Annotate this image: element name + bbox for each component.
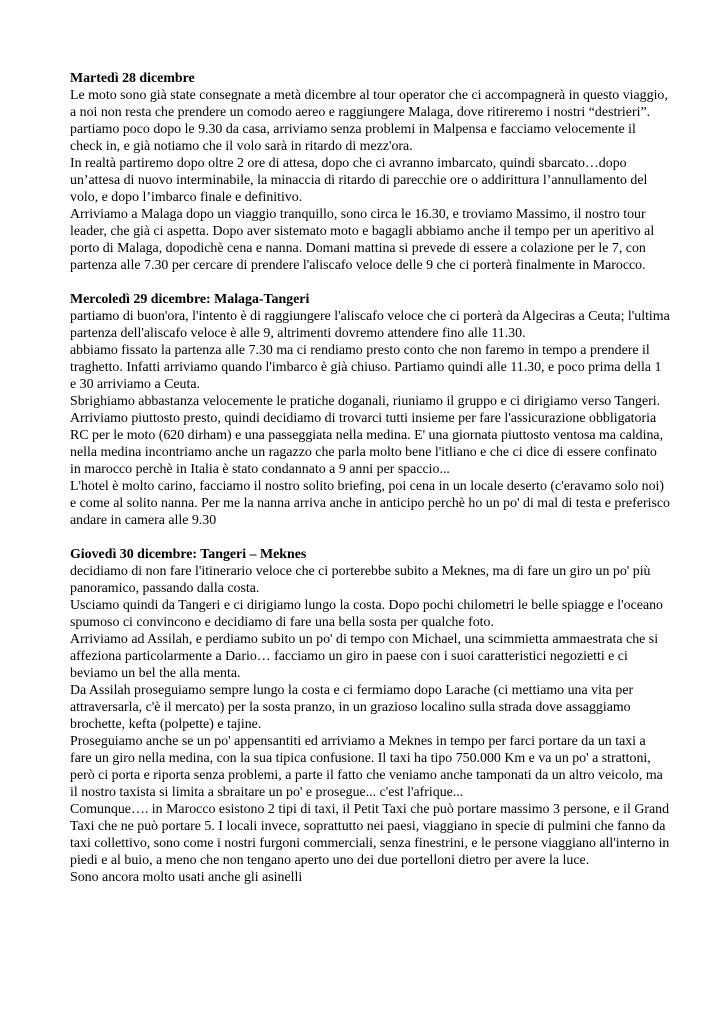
paragraph: Proseguiamo anche se un po' appensantiti ed arriviamo a Meknes in tempo per farci portare da un taxi a fare un giro nella medina, con la sua tipica confusione. Il taxi ha tipo 750.000 Km e va un po' a strattoni, però ci porta e riporta senza problemi, a parte il fatto che veniamo anche tamponati da un altro veicolo, ma il nostro taxista si limita a sbraitare un po' e prosegue... c'est l'afrique... xyxy=(70,734,663,800)
paragraph: Da Assilah proseguiamo sempre lungo la costa e ci fermiamo dopo Larache (ci mettiamo una vita per attraversarla, c'è il mercato) per la sosta pranzo, in un grazioso localino sulla strada dove assaggiamo brochette, kefta (polpette) e tajine. xyxy=(70,683,634,732)
paragraph: partiamo di buon'ora, l'intento è di raggiungere l'aliscafo veloce che ci porterà da Algeciras a Ceuta; l'ultima partenza dell'aliscafo veloce è alle 9, altrimenti dovremo attendere fino alle 11.30. xyxy=(70,309,670,341)
paragraph: abbiamo fissato la partenza alle 7.30 ma ci rendiamo presto conto che non faremo in tempo a prendere il traghetto. Infatti arriviamo quando l'imbarco è già chiuso. Partiamo quindi alle 11.30, e poco prima della 1 e 30 arriviamo a Ceuta. xyxy=(70,343,662,392)
paragraph: Comunque…. in Marocco esistono 2 tipi di taxi, il Petit Taxi che può portare massimo 3 persone, e il Grand Taxi che ne può portare 5. I locali invece, soprattutto nei paesi, viaggiano in specie di pulmini che fanno da taxi collettivo, sono come i nostri furgoni commerciali, senza finestrini, e le persone viaggiano all'interno in piedi e al buio, a meno che non tengano aperto uno dei due portelloni dietro per avere la luce. xyxy=(70,802,670,868)
section-day-2 xyxy=(70,291,670,529)
paragraph: Arriviamo piuttosto presto, quindi decidiamo di trovarci tutti insieme per fare l'assicurazione obbligatoria RC per le moto (620 dirham) e una passeggiata nella medina. E' una giornata piuttosto ventosa ma caldina, nella medina incontriamo anche un ragazzo che parla molto bene l'itliano e che ci dice di essere confinato in marocco perchè in Italia è stato condannato a 9 anni per spaccio... xyxy=(70,411,664,477)
paragraph: L'hotel è molto carino, facciamo il nostro solito briefing, poi cena in un locale deserto (c'eravamo solo noi) e come al solito nanna. Per me la nanna arriva anche in anticipo perchè ho un po' di mal di testa e preferisco andare in camera alle 9.30 xyxy=(70,479,670,528)
paragraph: Sbrighiamo abbastanza velocemente le pratiche doganali, riuniamo il gruppo e ci dirigiamo verso Tangeri. xyxy=(70,394,661,409)
paragraph: decidiamo di non fare l'itinerario veloce che ci porterebbe subito a Meknes, ma di fare un giro un po' più panoramico, passando dalla costa. xyxy=(70,564,651,596)
section-day-3 xyxy=(70,546,670,886)
paragraph: Arriviamo a Malaga dopo un viaggio tranquillo, sono circa le 16.30, e troviamo Massimo, il nostro tour leader, che già ci aspetta. Dopo aver sistemato moto e bagagli abbiamo anche il tempo per un aperitivo al porto di Malaga, dopodichè cena e nanna. Domani mattina si prevede di essere a colazione per le 7, con partenza alle 7.30 per cercare di prendere l'aliscafo veloce delle 9 che ci porterà finalmente in Marocco. xyxy=(70,207,655,273)
paragraph: Arriviamo ad Assilah, e perdiamo subito un po' di tempo con Michael, una scimmietta ammaestrata che si affeziona particolarmente a Dario… facciamo un giro in paese con i suoi caratteristici negozietti e ci beviamo un bel the alla menta. xyxy=(70,632,659,681)
paragraph: Le moto sono già state consegnate a metà dicembre al tour operator che ci accompagnerà in questo viaggio, a noi non resta che prendere un comodo aereo e raggiungere Malaga, dove ritireremo i nostri “destrieri”. xyxy=(70,88,668,120)
document-body xyxy=(70,70,670,903)
paragraph: partiamo poco dopo le 9.30 da casa, arriviamo senza problemi in Malpensa e facciamo velocemente il check in, e già notiamo che il volo sarà in ritardo di mezz'ora. xyxy=(70,122,636,154)
paragraph: Sono ancora molto usati anche gli asinelli xyxy=(70,870,303,885)
section-heading: Giovedì 30 dicembre: Tangeri – Meknes xyxy=(70,547,307,562)
paragraph: Usciamo quindi da Tangeri e ci dirigiamo lungo la costa. Dopo pochi chilometri le belle spiagge e l'oceano spumoso ci convincono e decidiamo di fare una bella sosta per qualche foto. xyxy=(70,598,663,630)
section-heading: Mercoledì 29 dicembre: Malaga-Tangeri xyxy=(70,292,310,307)
section-heading: Martedì 28 dicembre xyxy=(70,71,195,86)
paragraph: In realtà partiremo dopo oltre 2 ore di attesa, dopo che ci avranno imbarcato, quindi sbarcato…dopo un’attesa di nuovo interminabile, la minaccia di ritardo di parecchie ore o addirittura l’annullamento del volo, e dopo l’imbarco finale e definitivo. xyxy=(70,156,648,205)
section-day-1 xyxy=(70,70,670,274)
